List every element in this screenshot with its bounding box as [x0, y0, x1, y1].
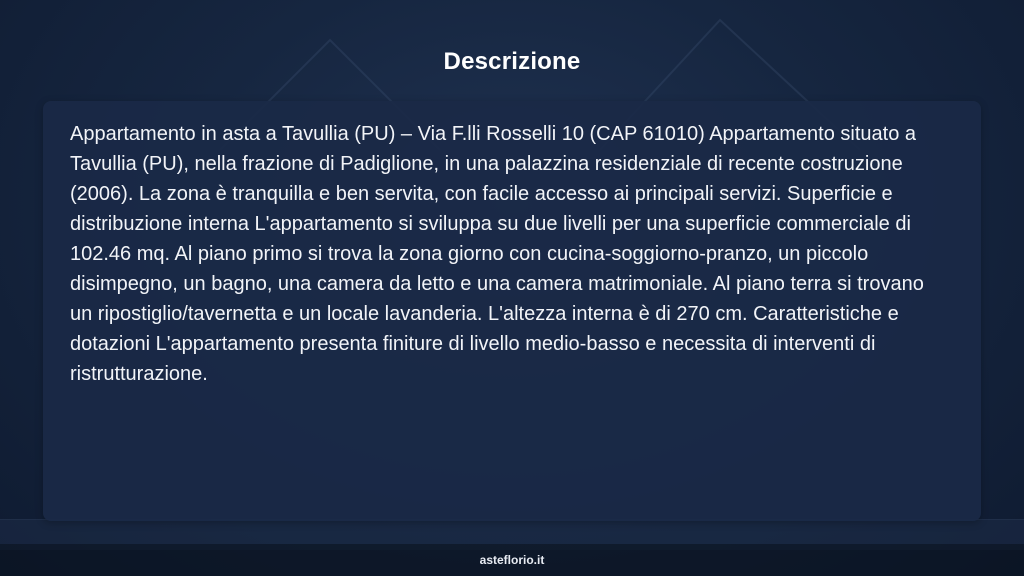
footer-bar [0, 544, 1024, 576]
description-text: Appartamento in asta a Tavullia (PU) – Via F.lli Rosselli 10 (CAP 61010) Appartamento situato a Tavullia (PU), nella frazione di Padiglione, in una palazzina residenziale di recente costruzione (2006). La zona è tranquilla e ben servita, con facile accesso ai principali servizi. Superficie e distribuzione interna L'appartamento si sviluppa su due livelli per una superficie commerciale di 102.46 mq. Al piano primo si trova la zona giorno con cucina-soggiorno-pranzo, un piccolo disimpegno, un bagno, una camera da letto e una camera matrimoniale. Al piano terra si trovano un ripostiglio/tavernetta e un locale lavanderia. L'altezza interna è di 270 cm. Caratteristiche e dotazioni L'appartamento presenta finiture di livello medio-basso e necessita di interventi di ristrutturazione. [70, 123, 924, 385]
description-card [43, 101, 981, 521]
footer-site-label: asteflorio.it [479, 553, 545, 567]
page-title: Descrizione [443, 48, 581, 75]
